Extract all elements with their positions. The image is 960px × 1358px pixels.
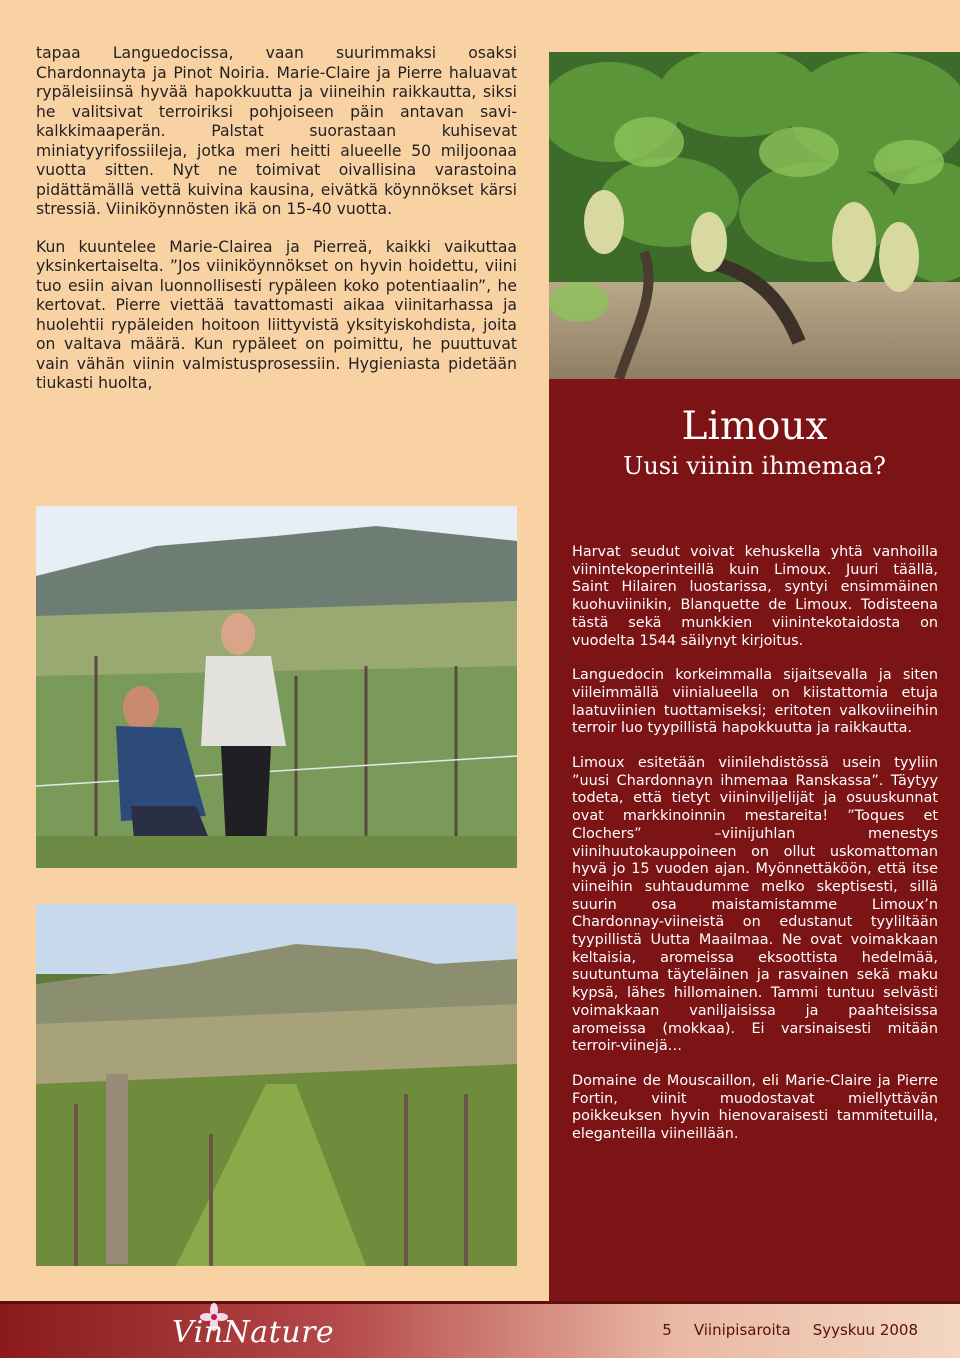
sidebar-subtitle: Uusi viinin ihmemaa?	[623, 452, 886, 480]
publication-name: Viinipisaroita	[693, 1321, 791, 1339]
footer-divider	[0, 1301, 960, 1304]
sidebar-paragraph: Domaine de Mouscaillon, eli Marie-Claire ja Pierre Fortin, viinit muodostavat miellyttävän poikkeuksen hyvin hienovaraisesti tammitetuilla, eleganteilla viineillään.	[572, 1072, 938, 1143]
sidebar-title: Limoux	[681, 404, 828, 449]
sidebar-body	[572, 544, 938, 1161]
sidebar-paragraph: Languedocin korkeimmalla sijaitsevalla ja siten viileimmällä viinialueella on kiistattomia etuja laatuviinien tuottamiseksi; eritoten valkoviineihin terroir luo tyypillistä hapokkuutta ja raikkautta.	[572, 667, 938, 737]
vinnature-logo: VinNature	[172, 1315, 335, 1350]
article-paragraph: tapaa Languedocissa, vaan suurimmaksi osaksi Chardonnayta ja Pinot Noiria. Marie-Claire ja Pierre haluavat rypäleisiinsä hyvää hapokkuutta ja viineihin raikkautta, siksi he valitsivat terroiriksi pohjoiseen päin antavan savi-kalkkimaaperän. Palstat suorastaan kuhisevat miniatyyrifossiileja, jotka meri heitti alueelle 50 miljoonaa vuotta sitten. Nyt ne toimivat oivallisina varastoina pidättämällä vettä kuivina kausina, eivätkä köynnökset kärsi stressiä. Viiniköynnösten ikä on 15-40 vuotta.	[36, 44, 517, 218]
sidebar-paragraph: Limoux esitetään viinilehdistössä usein tyyliin ”uusi Chardonnayn ihmemaa Ranskassa”. Täytyy todeta, että tietyt viininviljelijät ja osuuskunnat ovat markkinoinnin mestareita! ”Toques et Clochers” –viinijuhlan menestys viinihuutokauppoineen on ollut uskomattoman hyvä jo 15 vuoden ajan. Myönnettäköön, että itse viineihin suhtaudumme melko skeptisesti, sillä suurin osa maistamistamme Limoux’n Chardonnay-viineistä on edustanut tyyliltään tyypillistä Uutta Maailmaa. Ne ovat voimakkaan keltaisia, aromeissa eksoottista hedelmää, suutuntuma täyteläinen ja rasvainen sekä maku kypsä, lähes hillomainen. Tammi tuntuu selvästi voimakkaan vaniljaisissa ja paahteisissa aromeissa (mokkaa). Ei varsinaisesti mitään terroir-viinejä…	[572, 755, 938, 1055]
page-footer	[0, 1301, 960, 1358]
sidebar-paragraph: Harvat seudut voivat kehuskella yhtä vanhoilla viinintekoperinteillä kuin Limoux. Juuri täällä, Saint Hilairen luostarissa, syntyi ensimmäinen kuohuviinikin, Blanquette de Limoux. Todisteena tästä sekä munkkien viinintekotaidosta on vuodelta 1544 säilynyt kirjoitus.	[572, 544, 938, 649]
footer-info	[662, 1321, 918, 1339]
page-number: 5	[662, 1321, 672, 1339]
hillside-vineyard-photo	[36, 904, 517, 1266]
limoux-sidebar	[549, 379, 960, 1301]
article-paragraph: Kun kuuntelee Marie-Clairea ja Pierreä, kaikki vaikuttaa yksinkertaiselta. ”Jos viiniköynnökset on hyvin hoidettu, viini tuo esiin aivan luonnollisesti rypäleen koko potentiaalin”, he kertovat. Pierre viettää tavattomasti aikaa viinitarhassa ja huolehtii rypäleiden hoitoon liittyvistä yksityiskohdista, joita on valtava määrä. Kun rypäleet on poimittu, he puuttuvat vain vähän viinin valmistusprosessiin. Hygieniasta pidetään tiukasti huolta,	[36, 237, 517, 392]
article-left-column	[36, 44, 517, 412]
grapes-on-vine-photo	[549, 52, 960, 379]
winemakers-in-vineyard-photo	[36, 506, 517, 868]
issue-date: Syyskuu 2008	[812, 1321, 918, 1339]
